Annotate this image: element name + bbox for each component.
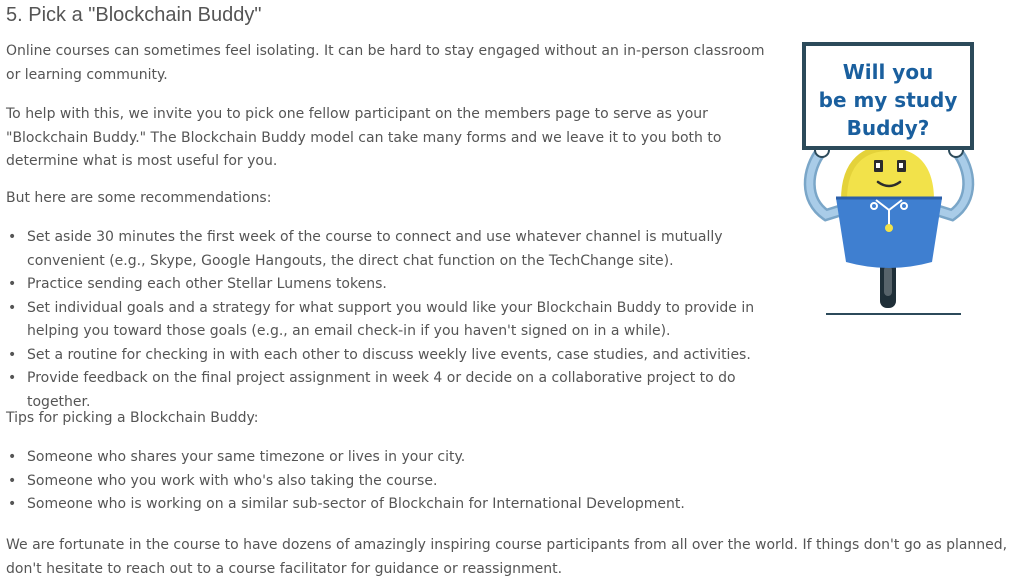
list-item: • Someone who shares your same timezone or lives in your city. — [6, 446, 786, 470]
intro-paragraph-2: To help with this, we invite you to pick one fellow participant on the members page to serve as your "Blockchain Buddy." The Blockchain Buddy model can take many forms and we leave it to you both to determine what is most useful for you. — [6, 106, 722, 169]
sign-text-line2: be my study — [818, 88, 958, 112]
study-buddy-robot-illustration — [796, 40, 982, 320]
list-item: • Set aside 30 minutes the first week of the course to connect and use whatever channel is mutually convenient (e.g., Skype, Google Hangouts, the direct chat function on the TechChange site). — [6, 226, 786, 273]
tips-list — [6, 446, 786, 517]
sign-text-line1: Will you — [842, 60, 934, 84]
list-item: • Provide feedback on the final project assignment in week 4 or decide on a collaborative project to do together. — [6, 367, 786, 414]
closing-paragraph: We are fortunate in the course to have dozens of amazingly inspiring course participants from all over the world. If things don't go as planned, don't hesitate to reach out to a course facilitator for guidance or reassignment. — [6, 537, 1008, 577]
tips-heading: Tips for picking a Blockchain Buddy: — [6, 410, 259, 426]
section-title: 5. Pick a "Blockchain Buddy" — [6, 4, 262, 26]
list-item: • Set a routine for checking in with each other to discuss weekly live events, case studies, and activities. — [6, 344, 786, 368]
list-item: • Someone who is working on a similar sub-sector of Blockchain for International Development. — [6, 493, 786, 517]
intro-paragraph-3: But here are some recommendations: — [6, 190, 272, 206]
recommendations-list — [6, 226, 786, 414]
sign-text-line3: Buddy? — [846, 116, 930, 140]
list-item: • Set individual goals and a strategy for what support you would like your Blockchain Buddy to provide in helping you toward those goals (e.g., an email check-in if you haven't signed on in a while). — [6, 297, 786, 344]
intro-paragraph-1: Online courses can sometimes feel isolating. It can be hard to stay engaged without an in-person classroom or learning community. — [6, 43, 765, 83]
robot-body — [836, 198, 942, 268]
list-item: • Someone who you work with who's also taking the course. — [6, 470, 786, 494]
list-item: • Practice sending each other Stellar Lumens tokens. — [6, 273, 786, 297]
